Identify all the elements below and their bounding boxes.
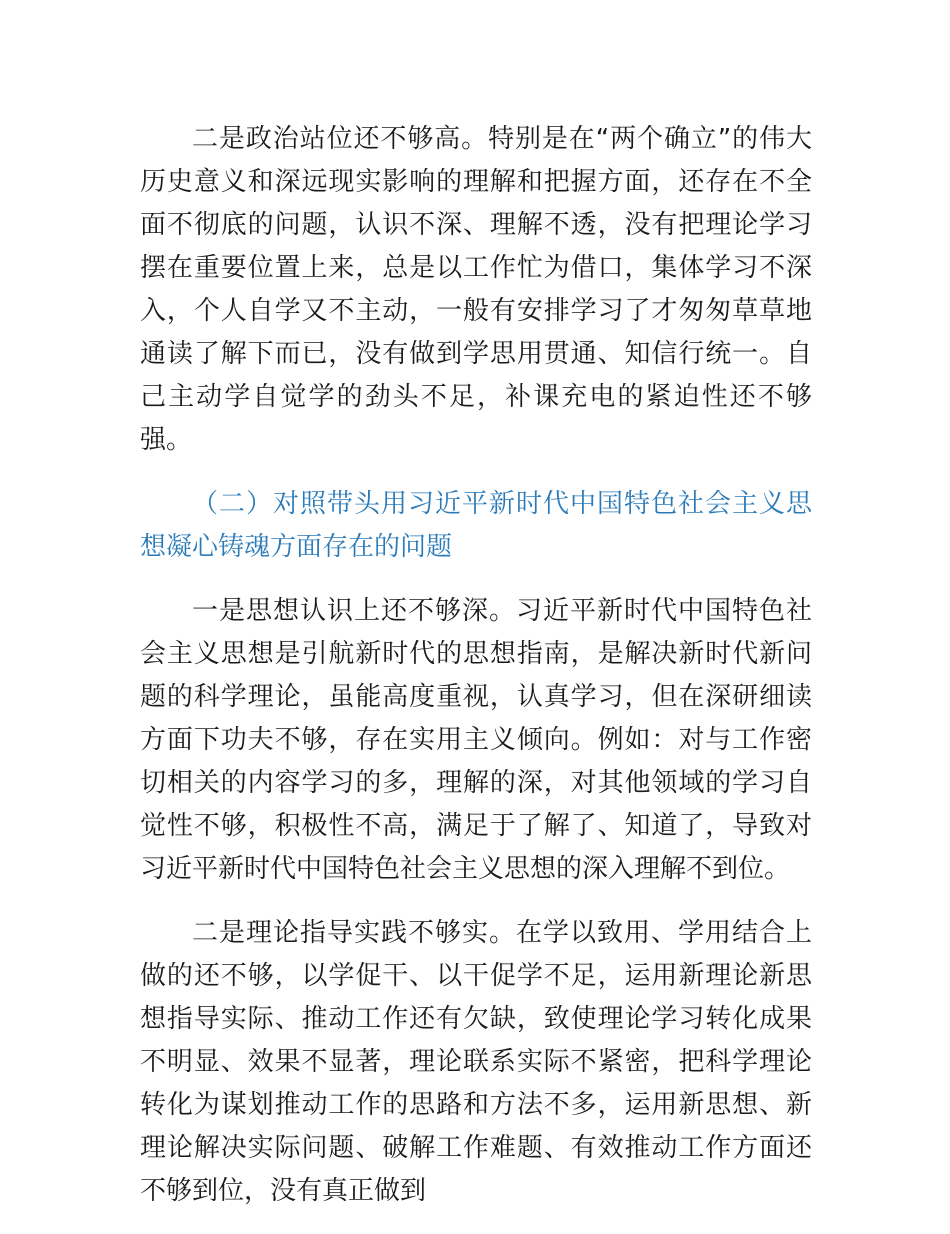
document-page	[140, 118, 812, 1234]
paragraph-political-stance: 二是政治站位还不够高。特别是在“两个确立”的伟大历史意义和深远现实影响的理解和把握方面，还存在不全面不彻底的问题，认识不深、理解不透，没有把理论学习摆在重要位置上来，总是以工作忙为借口，集体学习不深入，个人自学又不主动，一般有安排学习了才匆匆草草地通读了解下而已，没有做到学思用贯通、知信行统一。自己主动学自觉学的劲头不足，补课充电的紧迫性还不够强。	[140, 124, 812, 455]
paragraph-theory-practice: 二是理论指导实践不够实。在学以致用、学用结合上做的还不够，以学促干、以干促学不足，运用新理论新思想指导实际、推动工作还有欠缺，致使理论学习转化成果不明显、效果不显著，理论联系实际不紧密，把科学理论转化为谋划推动工作的思路和方法不多，运用新思想、新理论解决实际问题、破解工作难题、有效推动工作方面还不够到位，没有真正做到	[140, 918, 812, 1206]
paragraph-ideological-understanding: 一是思想认识上还不够深。习近平新时代中国特色社会主义思想是引航新时代的思想指南，是解决新时代新问题的科学理论，虽能高度重视，认真学习，但在深研细读方面下功夫不够，存在实用主义倾向。例如：对与工作密切相关的内容学习的多，理解的深，对其他领域的学习自觉性不够，积极性不高，满足于了解了、知道了，导致对习近平新时代中国特色社会主义思想的深入理解不到位。	[140, 596, 812, 884]
section-heading-2: （二）对照带头用习近平新时代中国特色社会主义思想凝心铸魂方面存在的问题	[140, 489, 812, 562]
